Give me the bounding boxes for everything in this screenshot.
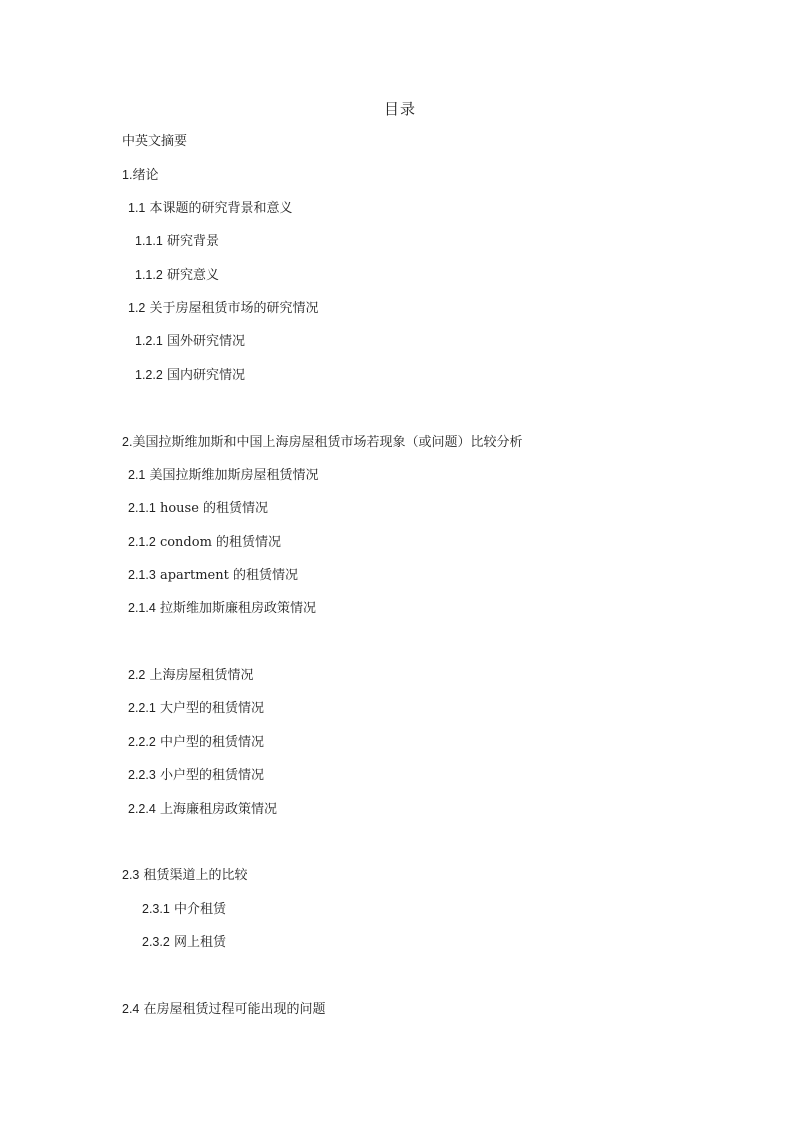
- toc-entry-1-2-2: [135, 366, 245, 385]
- toc-entry-text: 研究意义: [162, 268, 219, 283]
- toc-entry-number: 1.2.2: [135, 368, 163, 382]
- toc-entry-text: 上海廉租房政策情况: [155, 802, 277, 817]
- toc-entry-text: 关于房屋租赁市场的研究情况: [145, 301, 319, 316]
- toc-entry-text: 中英文摘要: [122, 134, 188, 149]
- toc-entry-text: house 的租赁情况: [155, 501, 269, 516]
- toc-entry-text: 大户型的租赁情况: [155, 701, 264, 716]
- toc-entry-2-2-3: [128, 766, 264, 785]
- toc-entry-2-3-2: [142, 933, 226, 952]
- toc-entry-text: 国外研究情况: [162, 334, 245, 349]
- toc-entry-1-2-1: [135, 332, 245, 351]
- toc-entry-text: 上海房屋租赁情况: [145, 668, 254, 683]
- toc-entry-number: 2.3.2: [142, 935, 170, 949]
- toc-entry-number: 2.1.2: [128, 535, 156, 549]
- toc-entry-2-3-1: [142, 900, 226, 919]
- toc-entry-1-1-1: [135, 232, 219, 251]
- toc-entry-2-1: [128, 466, 319, 485]
- toc-entry-2-2-1: [128, 699, 264, 718]
- toc-entry-number: 1.2: [128, 301, 146, 315]
- toc-entry-text: 中介租赁: [169, 902, 226, 917]
- toc-entry-2-1-3: [128, 566, 298, 585]
- toc-entry-2: [122, 433, 522, 452]
- toc-entry-number: 2.2.3: [128, 768, 156, 782]
- toc-entry-text: 研究背景: [162, 234, 219, 249]
- toc-entry-text: 在房屋租赁过程可能出现的问题: [139, 1002, 326, 1017]
- toc-entry-1-1-2: [135, 266, 219, 285]
- toc-entry-number: 1.1.2: [135, 268, 163, 282]
- toc-entry-2-1-4: [128, 599, 316, 618]
- toc-entry-2-1-2: [128, 533, 281, 552]
- toc-entry-text: 本课题的研究背景和意义: [145, 201, 293, 216]
- toc-entry-number: 2.2.2: [128, 735, 156, 749]
- toc-entry-number: 2.2.1: [128, 701, 156, 715]
- toc-entry-text: apartment 的租赁情况: [155, 568, 298, 583]
- toc-entry-1-2: [128, 299, 319, 318]
- toc-entry-2-4: [122, 1000, 326, 1019]
- toc-entry-text: 美国拉斯维加斯房屋租赁情况: [145, 468, 319, 483]
- toc-entry-2-2-2: [128, 733, 264, 752]
- toc-entry-number: 2.1.4: [128, 601, 156, 615]
- toc-entry-number: 2.2: [128, 668, 146, 682]
- toc-entry-text: 绪论: [132, 168, 159, 183]
- toc-entry-text: condom 的租赁情况: [155, 535, 282, 550]
- toc-entry-text: 租赁渠道上的比较: [139, 868, 248, 883]
- toc-entry-number: 1.1: [128, 201, 146, 215]
- toc-entry-number: 1.: [122, 168, 133, 182]
- toc-entry-number: 1.2.1: [135, 334, 163, 348]
- toc-entry-text: 国内研究情况: [162, 368, 245, 383]
- toc-entry-number: 2.4: [122, 1002, 140, 1016]
- toc-entry-2-2-4: [128, 800, 277, 819]
- toc-entry-2-1-1: [128, 499, 268, 518]
- toc-entry-abstract: [122, 132, 187, 151]
- toc-entry-text: 美国拉斯维加斯和中国上海房屋租赁市场若现象（或问题）比较分析: [132, 435, 523, 450]
- toc-entry-text: 拉斯维加斯廉租房政策情况: [155, 601, 316, 616]
- toc-entry-text: 小户型的租赁情况: [155, 768, 264, 783]
- toc-entry-number: 1.1.1: [135, 234, 163, 248]
- toc-entry-number: 2.1: [128, 468, 146, 482]
- toc-entry-number: 2.: [122, 435, 133, 449]
- toc-entry-1-1: [128, 199, 293, 218]
- toc-entry-text: 中户型的租赁情况: [155, 735, 264, 750]
- toc-entry-text: 网上租赁: [169, 935, 226, 950]
- toc-entry-2-2: [128, 666, 254, 685]
- toc-entry-number: 2.3.1: [142, 902, 170, 916]
- toc-entry-number: 2.2.4: [128, 802, 156, 816]
- toc-entry-2-3: [122, 866, 248, 885]
- toc-entry-number: 2.3: [122, 868, 140, 882]
- toc-entry-1: [122, 166, 158, 185]
- toc-entry-number: 2.1.1: [128, 501, 156, 515]
- toc-title: 目录: [383, 100, 416, 118]
- toc-entry-number: 2.1.3: [128, 568, 156, 582]
